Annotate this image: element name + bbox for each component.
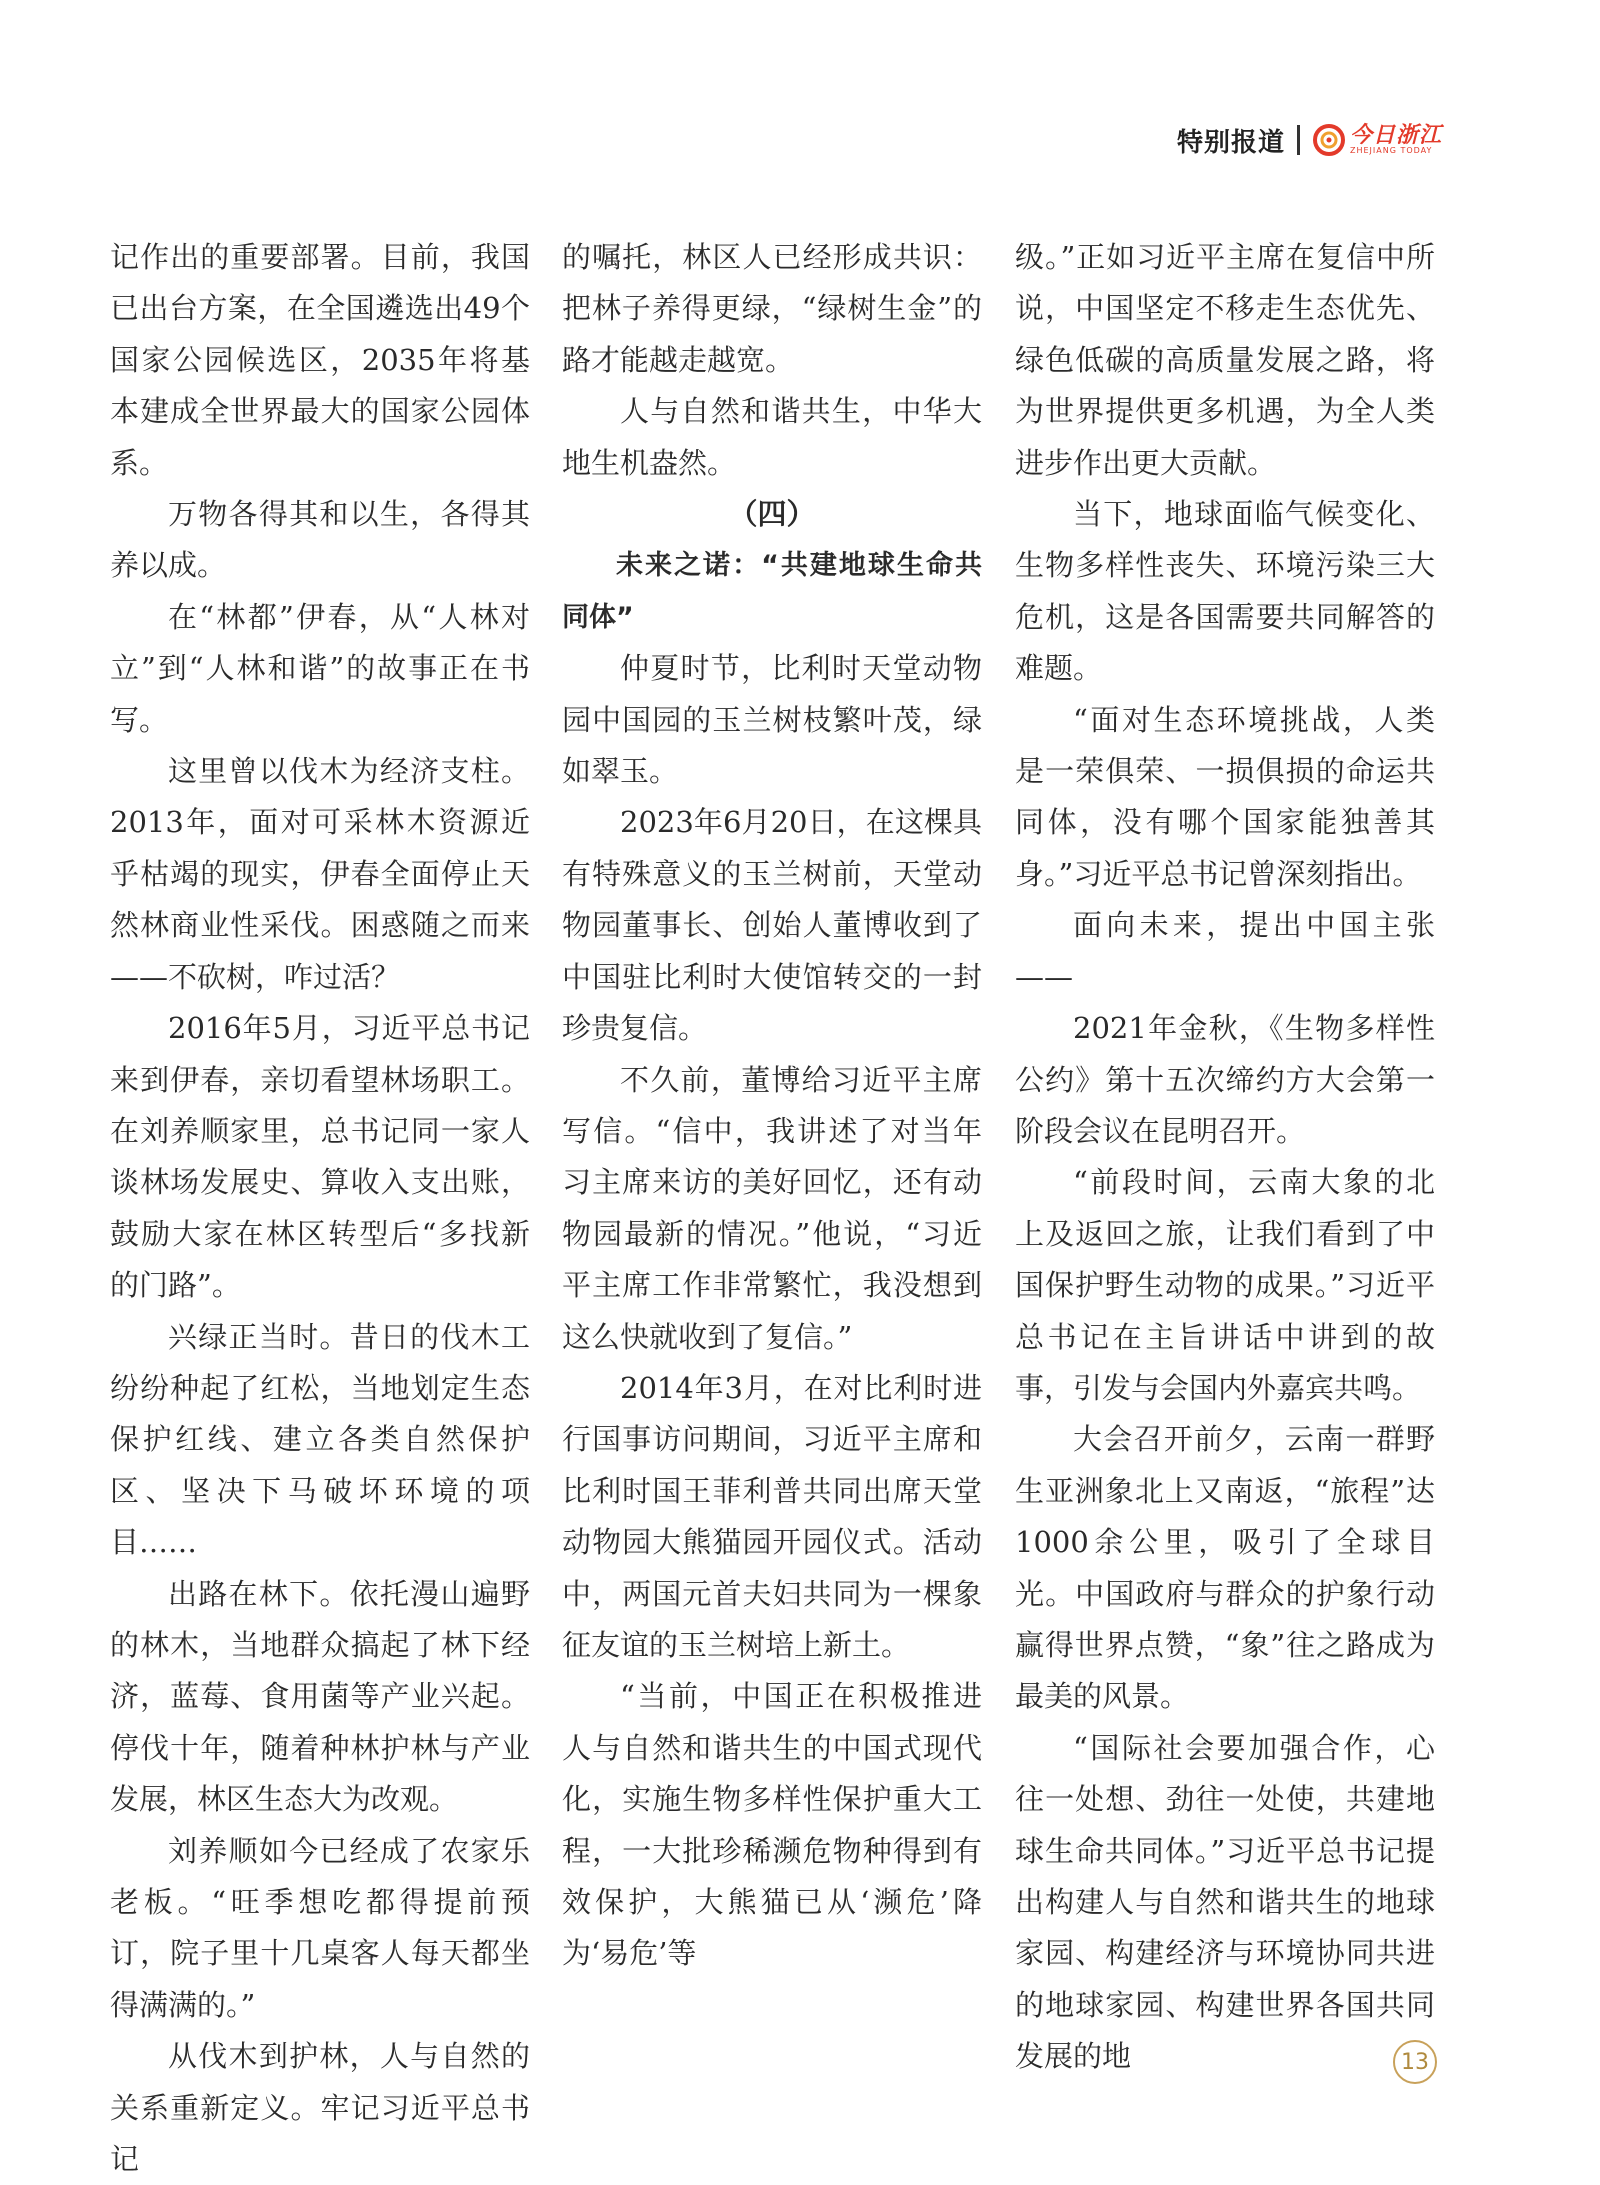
paragraph: 仲夏时节，比利时天堂动物园中国园的玉兰树枝繁叶茂，绿如翠玉。 [562, 651, 982, 789]
article-column-2 [562, 232, 982, 1980]
publication-logo [1312, 123, 1442, 157]
paragraph: 2016年5月，习近平总书记来到伊春，亲切看望林场职工。在刘养顺家里，总书记同一家人谈林场发展史、算收入支出账，鼓励大家在林区转型后“多找新的门路”。 [110, 1011, 530, 1303]
article-column-1 [110, 232, 530, 2185]
paragraph: 兴绿正当时。昔日的伐木工纷纷种起了红松，当地划定生态保护红线、建立各类自然保护区、坚决下马破坏环境的项目…… [110, 1319, 530, 1560]
paragraph: 不久前，董博给习近平主席写信。“信中，我讲述了对当年习主席来访的美好回忆，还有动物园最新的情况。”他说，“习近平主席工作非常繁忙，我没想到这么快就收到了复信。” [562, 1062, 982, 1354]
paragraph: 从伐木到护林，人与自然的关系重新定义。牢记习近平总书记 [110, 2039, 530, 2177]
section-number: （四） [728, 497, 816, 532]
paragraph: 刘养顺如今已经成了农家乐老板。“旺季想吃都得提前预订，院子里十几桌客人每天都坐得满满的。” [110, 1833, 530, 2022]
logo-chinese-text: 今日浙江 [1349, 122, 1442, 148]
paragraph: 级。”正如习近平主席在复信中所说，中国坚定不移走生态优先、绿色低碳的高质量发展之路，将为世界提供更多机遇，为全人类进步作出更大贡献。 [1015, 240, 1435, 480]
paragraph: 记作出的重要部署。目前，我国已出台方案，在全国遴选出49个国家公园候选区，2035年将基本建成全世界最大的国家公园体系。 [110, 240, 530, 480]
logo-english-text: ZHEJIANG TODAY [1349, 146, 1433, 155]
paragraph: 万物各得其和以生，各得其养以成。 [110, 497, 530, 583]
paragraph: 人与自然和谐共生，中华大地生机盎然。 [562, 394, 982, 480]
logo-swirl-icon [1312, 123, 1346, 157]
paragraph: 2023年6月20日，在这棵具有特殊意义的玉兰树前，天堂动物园董事长、创始人董博收到了中国驻比利时大使馆转交的一封珍贵复信。 [562, 805, 982, 1046]
paragraph: 的嘱托，林区人已经形成共识：把林子养得更绿，“绿树生金”的路才能越走越宽。 [562, 240, 982, 377]
paragraph: 当下，地球面临气候变化、生物多样性丧失、环境污染三大危机，这是各国需要共同解答的难题。 [1015, 497, 1435, 686]
section-label: 特别报道 [1176, 127, 1285, 158]
paragraph: 这里曾以伐木为经济支柱。2013年，面对可采林木资源近乎枯竭的现实，伊春全面停止天然林商业性采伐。困惑随之而来——不砍树，咋过活？ [110, 754, 530, 994]
paragraph: “前段时间，云南大象的北上及返回之旅，让我们看到了中国保护野生动物的成果。”习近平总书记在主旨讲话中讲到的故事，引发与会国内外嘉宾共鸣。 [1015, 1165, 1435, 1405]
header-divider [1297, 125, 1300, 155]
article-column-3 [1015, 232, 1435, 2083]
page-number: 13 [1393, 2040, 1437, 2084]
paragraph: “面对生态环境挑战，人类是一荣俱荣、一损俱损的命运共同体，没有哪个国家能独善其身。”习近平总书记曾深刻指出。 [1015, 702, 1435, 891]
paragraph: 出路在林下。依托漫山遍野的林木，当地群众搞起了林下经济，蓝莓、食用菌等产业兴起。停伐十年，随着种林护林与产业发展，林区生态大为改观。 [110, 1576, 530, 1817]
section-subheading: 未来之诺：“共建地球生命共同体” [562, 550, 982, 633]
paragraph: “国际社会要加强合作，心往一处想、劲往一处使，共建地球生命共同体。”习近平总书记提出构建人与自然和谐共生的地球家园、构建经济与环境协同共进的地球家园、构建世界各国共同发展的地 [1015, 1730, 1435, 2074]
paragraph: “当前，中国正在积极推进人与自然和谐共生的中国式现代化，实施生物多样性保护重大工程，一大批珍稀濒危物种得到有效保护，大熊猫已从‘濒危’降为‘易危’等 [562, 1679, 982, 1971]
paragraph: 在“林都”伊春，从“人林对立”到“人林和谐”的故事正在书写。 [110, 599, 530, 737]
paragraph: 大会召开前夕，云南一群野生亚洲象北上又南返，“旅程”达1000余公里，吸引了全球目光。中国政府与群众的护象行动赢得世界点赞，“象”往之路成为最美的风景。 [1015, 1422, 1435, 1714]
page-header [1177, 118, 1442, 162]
paragraph: 面向未来，提出中国主张—— [1015, 908, 1435, 994]
paragraph: 2014年3月，在对比利时进行国事访问期间，习近平主席和比利时国王菲利普共同出席天堂动物园大熊猫园开园仪式。活动中，两国元首夫妇共同为一棵象征友谊的玉兰树培上新土。 [562, 1370, 982, 1662]
paragraph: 2021年金秋，《生物多样性公约》第十五次缔约方大会第一阶段会议在昆明召开。 [1015, 1011, 1435, 1148]
